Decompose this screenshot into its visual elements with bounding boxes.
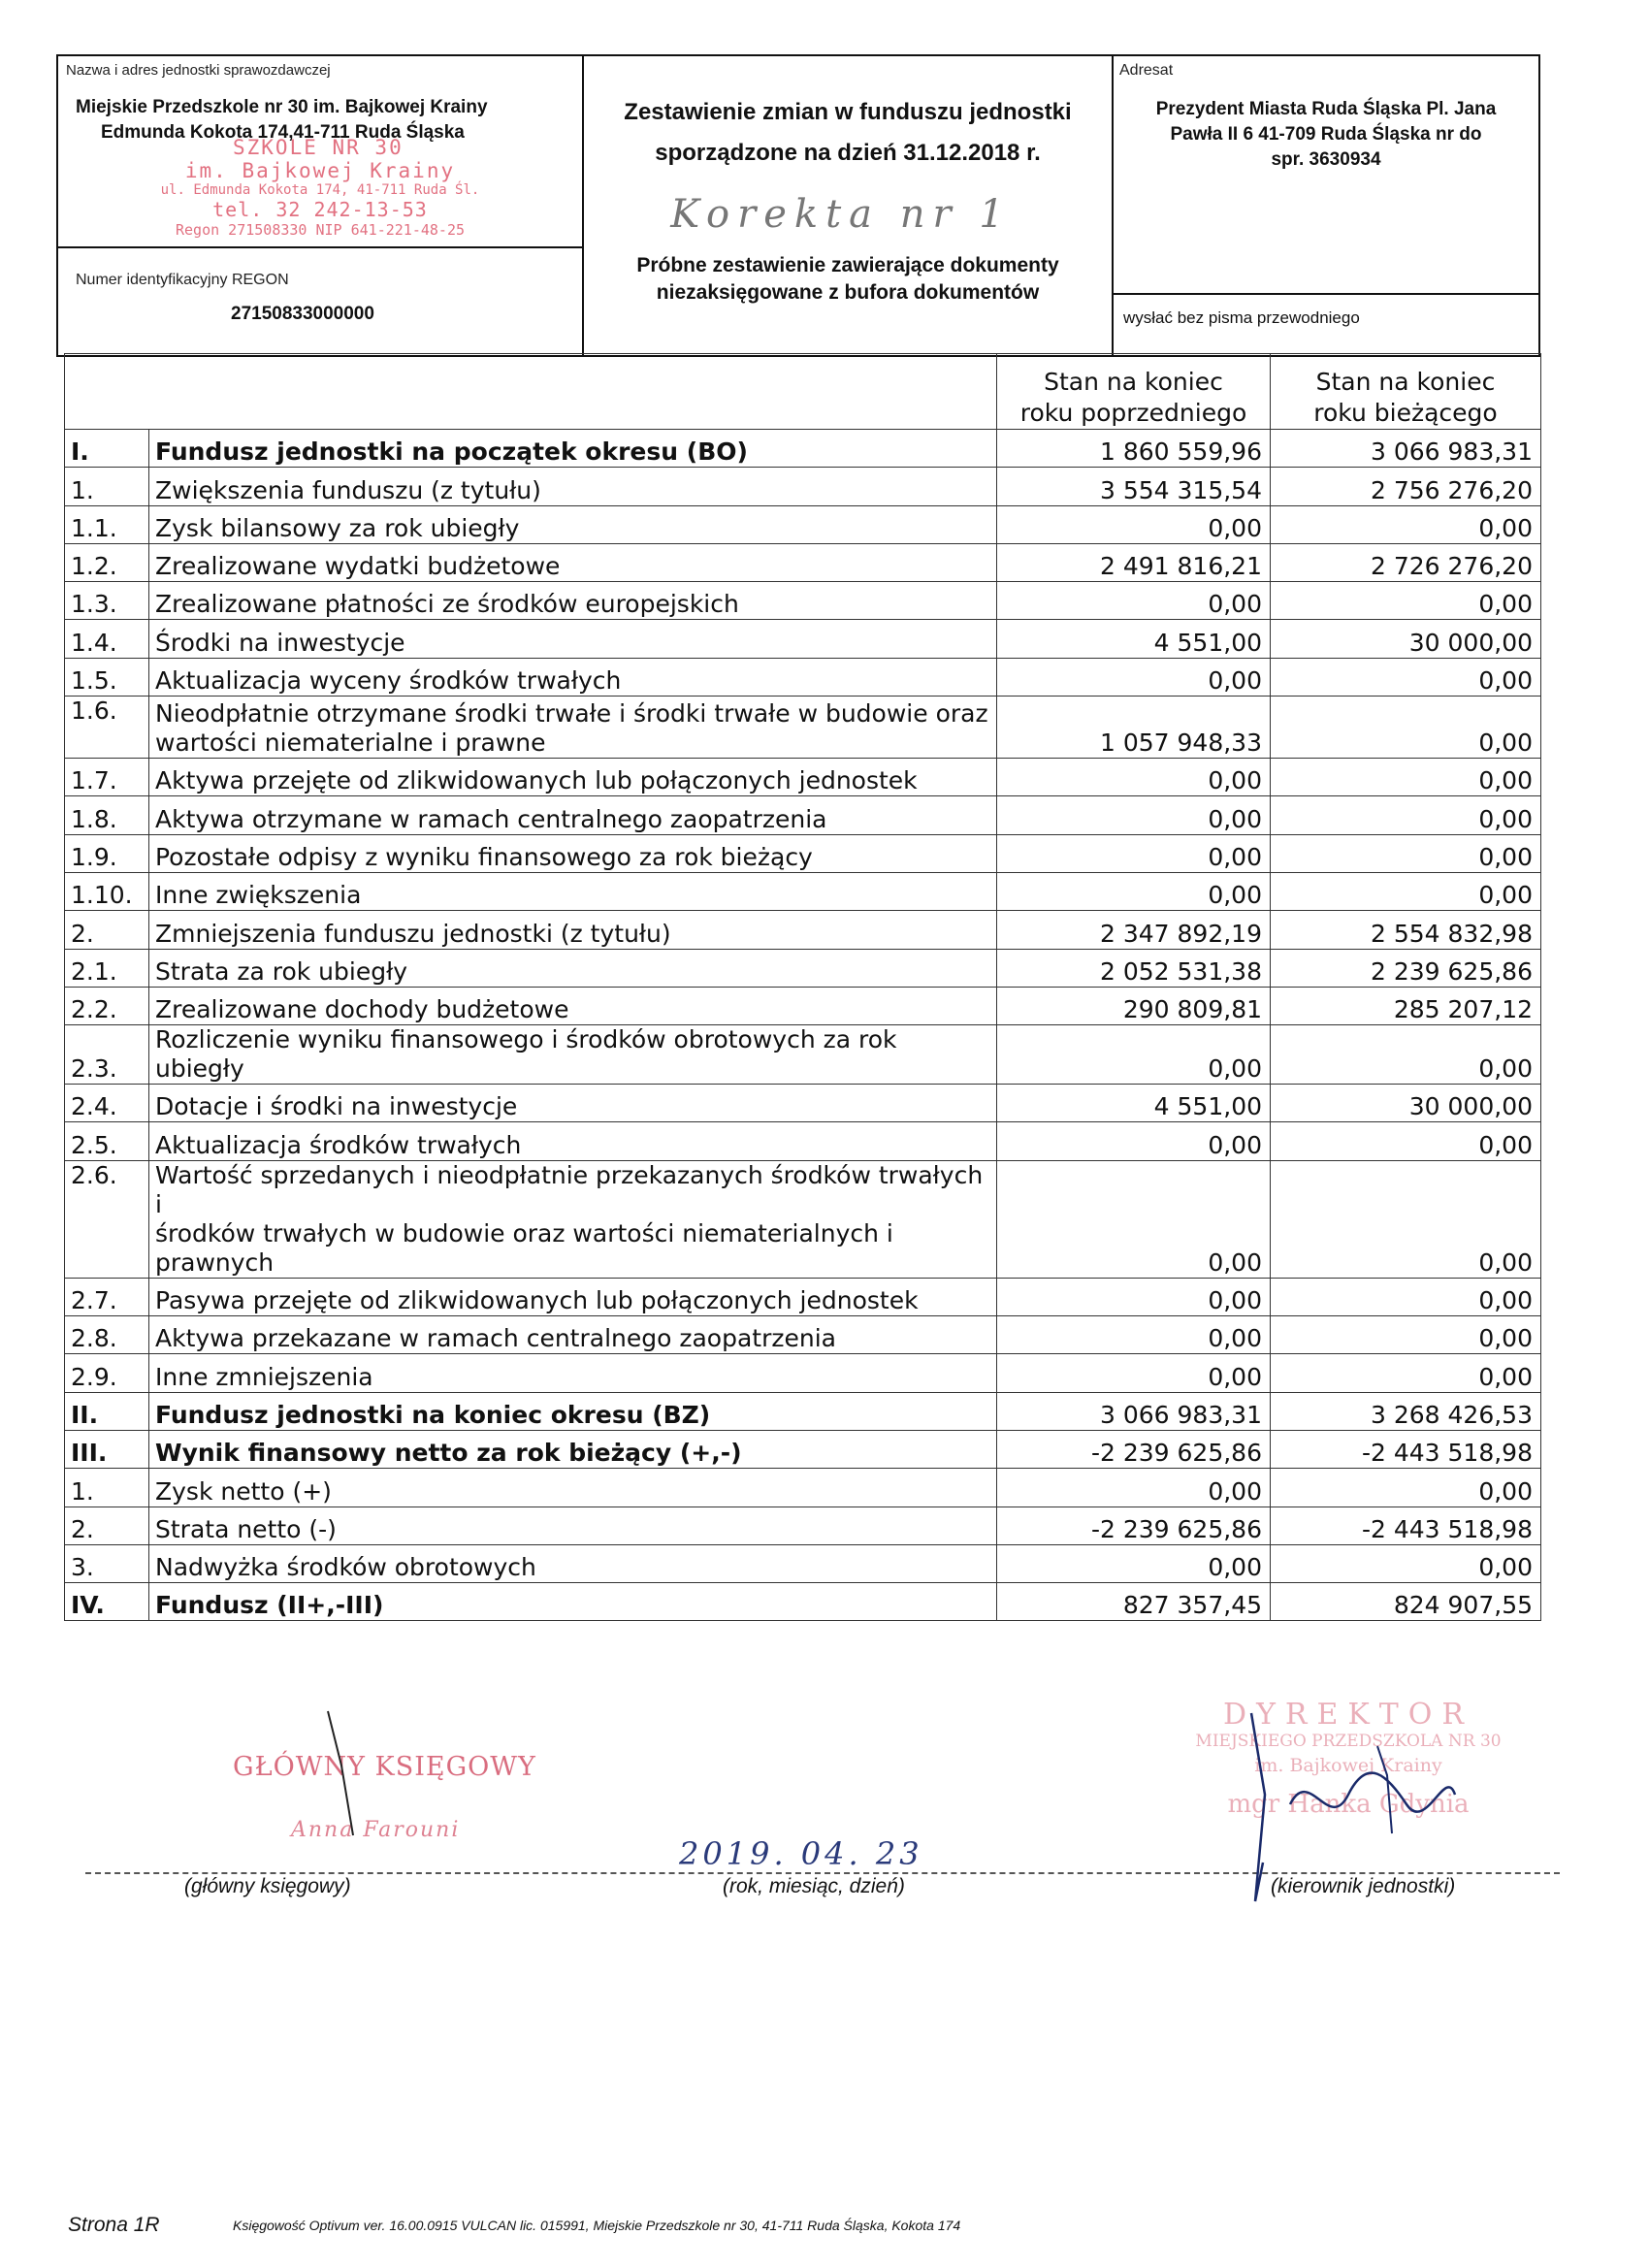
column-header-prev [997,354,1271,430]
row-label [149,582,997,620]
addressee-box [1112,54,1540,357]
table-row [65,1316,1541,1354]
row-index: 1.7. [65,759,149,796]
row-label [149,1583,997,1621]
value-previous-year: 0,00 [997,1354,1271,1392]
row-index: 2.3. [65,1025,149,1085]
row-label-line: Wartość sprzedanych i nieodpłatnie przekazanych środków trwałych i [155,1160,984,1218]
value-current-year: 0,00 [1271,1025,1541,1085]
row-index: I. [65,430,149,468]
row-index: IV. [65,1583,149,1621]
row-index: 3. [65,1544,149,1582]
row-index: 1.5. [65,658,149,696]
table-row [65,987,1541,1024]
row-label-line: Pozostałe odpisy z wyniku finansowego za rok bieżący [155,842,813,871]
fund-table-body [65,354,1541,1621]
value-current-year: 0,00 [1271,834,1541,872]
value-current-year: 0,00 [1271,1469,1541,1507]
regon-divider [58,246,582,248]
table-row [65,1392,1541,1430]
row-label-line: Zwiększenia funduszu (z tytułu) [155,475,541,504]
report-subtitle-2: niezaksięgowane z bufora dokumentów [656,281,1040,304]
row-label [149,697,997,759]
value-previous-year: -2 239 625,86 [997,1507,1271,1544]
table-row [65,796,1541,834]
value-current-year: 2 726 276,20 [1271,543,1541,581]
row-label-line: Fundusz (II+,-III) [155,1591,384,1620]
row-index: 2. [65,911,149,949]
value-current-year: 3 268 426,53 [1271,1392,1541,1430]
value-current-year: 2 239 625,86 [1271,949,1541,987]
row-index: 1.6. [65,697,149,759]
row-index: 1.8. [65,796,149,834]
row-label [149,872,997,910]
row-index: 2.1. [65,949,149,987]
addressee-line: Prezydent Miasta Ruda Śląska Pl. Jana [1155,99,1497,119]
reporting-unit-box [56,54,584,357]
director-label: (kierownik jednostki) [1271,1875,1456,1897]
value-previous-year: 3 554 315,54 [997,468,1271,505]
director-stamp-title: DYREKTOR [1223,1698,1473,1732]
row-label [149,505,997,543]
value-current-year: 0,00 [1271,1544,1541,1582]
stamp-line: im. Bajkowej Krainy [184,159,456,182]
row-label-line: Środki na inwestycje [155,628,405,657]
row-label [149,1122,997,1160]
value-previous-year: 0,00 [997,505,1271,543]
row-label-line: Wynik finansowy netto za rok bieżący (+,-) [155,1439,742,1468]
table-row [65,834,1541,872]
value-current-year: 0,00 [1271,759,1541,796]
value-previous-year: 0,00 [997,582,1271,620]
row-label [149,658,997,696]
row-index: II. [65,1392,149,1430]
row-index: 2.4. [65,1085,149,1122]
row-label [149,759,997,796]
value-current-year: 0,00 [1271,697,1541,759]
addressee-line: spr. 3630934 [1271,149,1381,170]
row-index: 1.1. [65,505,149,543]
value-previous-year: 0,00 [997,1316,1271,1354]
table-header-row [65,354,1541,430]
table-row [65,1430,1541,1468]
row-label [149,796,997,834]
row-label-line: prawnych [155,1247,275,1277]
value-current-year: 0,00 [1271,658,1541,696]
value-current-year: 30 000,00 [1271,620,1541,658]
row-label-line: Zrealizowane wydatki budżetowe [155,552,561,581]
row-label [149,468,997,505]
table-row [65,468,1541,505]
row-label [149,834,997,872]
director-stamp-line: im. Bajkowej Krainy [1254,1755,1442,1776]
value-previous-year: 0,00 [997,1122,1271,1160]
row-index: 1. [65,468,149,505]
value-previous-year: 1 057 948,33 [997,697,1271,759]
row-index: 2.5. [65,1122,149,1160]
value-current-year: 824 907,55 [1271,1583,1541,1621]
unit-label: Nazwa i adres jednostki sprawozdawczej [66,62,331,79]
report-title: Zestawienie zmian w funduszu jednostki [624,99,1072,125]
page-number: Strona 1R [68,2214,160,2236]
value-current-year: 3 066 983,31 [1271,430,1541,468]
column-header-text: roku poprzedniego [1019,399,1247,427]
value-previous-year: 0,00 [997,1025,1271,1085]
row-label-line: Pasywa przejęte od zlikwidowanych lub połączonych jednostek [155,1286,919,1315]
row-label [149,1160,997,1278]
row-index: 2.8. [65,1316,149,1354]
send-divider [1114,293,1538,295]
addressee-line: Pawła II 6 41-709 Ruda Śląska nr do [1170,124,1482,145]
row-label [149,1392,997,1430]
value-current-year: 0,00 [1271,1278,1541,1315]
row-label-line: Strata netto (-) [155,1514,337,1543]
table-row [65,759,1541,796]
value-previous-year: 0,00 [997,1160,1271,1278]
row-label-line: Fundusz jednostki na początek okresu (BO) [155,437,748,467]
table-row [65,911,1541,949]
row-label-line: Nieodpłatnie otrzymane środki trwałe i środki trwałe w budowie oraz [155,699,988,729]
value-previous-year: 0,00 [997,834,1271,872]
date-label: (rok, miesiąc, dzień) [723,1875,905,1897]
row-label [149,911,997,949]
row-label [149,1025,997,1085]
value-previous-year: 827 357,45 [997,1583,1271,1621]
value-previous-year: 0,00 [997,1544,1271,1582]
value-current-year: 2 756 276,20 [1271,468,1541,505]
value-current-year: 285 207,12 [1271,987,1541,1024]
value-current-year: 0,00 [1271,505,1541,543]
row-label-line: Aktywa otrzymane w ramach centralnego zaopatrzenia [155,804,827,833]
director-stamp-line: MIEJSKIEGO PRZEDSZKOLA NR 30 [1195,1732,1502,1751]
value-previous-year: 0,00 [997,872,1271,910]
row-label-line: Aktualizacja wyceny środków trwałych [155,666,622,696]
table-row [65,1160,1541,1278]
stamp-line: tel. 32 242-13-53 [212,198,428,221]
row-label-line: Aktywa przejęte od zlikwidowanych lub połączonych jednostek [155,766,918,795]
table-row [65,1025,1541,1085]
table-row [65,1354,1541,1392]
title-box [582,54,1114,357]
row-label-line: Dotacje i środki na inwestycje [155,1092,518,1121]
row-index: III. [65,1430,149,1468]
value-current-year: 0,00 [1271,1160,1541,1278]
table-row [65,1085,1541,1122]
row-label-line: Aktualizacja środków trwałych [155,1130,522,1159]
chief-accountant-stamp: GŁÓWNY KSIĘGOWY [233,1752,536,1782]
value-current-year: 0,00 [1271,582,1541,620]
row-label-line: Zmniejszenia funduszu jednostki (z tytułu) [155,919,671,948]
report-subtitle-1: Próbne zestawienie zawierające dokumenty [636,254,1059,276]
row-label-line: Inne zmniejszenia [155,1362,373,1391]
row-label-line: Zysk bilansowy za rok ubiegły [155,513,520,542]
row-index: 2.2. [65,987,149,1024]
column-header-text: roku bieżącego [1313,399,1498,427]
row-index: 1.4. [65,620,149,658]
table-row [65,505,1541,543]
correction-note: Korekta nr 1 [670,192,1012,237]
row-index: 2.6. [65,1160,149,1278]
fund-changes-table [64,353,1541,1621]
value-previous-year: 0,00 [997,658,1271,696]
value-previous-year: 2 491 816,21 [997,543,1271,581]
row-label [149,1469,997,1507]
column-header-text: Stan na koniec [1044,368,1223,396]
value-current-year: 30 000,00 [1271,1085,1541,1122]
row-index: 1.9. [65,834,149,872]
row-index: 1.2. [65,543,149,581]
regon-number: 27150833000000 [231,304,374,324]
table-row [65,1544,1541,1582]
row-label-line: Inne zwiększenia [155,881,362,910]
value-previous-year: 4 551,00 [997,620,1271,658]
row-label-line: Strata za rok ubiegły [155,956,407,986]
signature-date: 2019. 04. 23 [679,1835,923,1872]
row-label-line: wartości niematerialne i prawne [155,729,546,758]
accountant-signature [320,1707,378,1843]
table-row [65,1583,1541,1621]
table-row [65,1278,1541,1315]
value-current-year: -2 443 518,98 [1271,1507,1541,1544]
table-row [65,582,1541,620]
report-date: sporządzone na dzień 31.12.2018 r. [655,140,1041,166]
row-label-line: Rozliczenie wyniku finansowego i środków obrotowych za rok ubiegły [155,1025,897,1084]
row-index: 2.9. [65,1354,149,1392]
table-row [65,949,1541,987]
stamp-line: SZKOLE NR 30 [233,136,404,159]
row-label [149,1354,997,1392]
row-label [149,1316,997,1354]
table-row [65,430,1541,468]
row-label-line: Aktywa przekazane w ramach centralnego zaopatrzenia [155,1324,836,1353]
row-index: 1.3. [65,582,149,620]
row-label [149,1278,997,1315]
column-header-curr [1271,354,1541,430]
value-current-year: 0,00 [1271,1316,1541,1354]
stamp-line: Regon 271508330 NIP 641-221-48-25 [175,221,465,239]
unit-stamp [78,136,563,239]
regon-label: Numer identyfikacyjny REGON [76,272,289,288]
row-label [149,430,997,468]
row-label [149,1085,997,1122]
row-label-line: środków trwałych w budowie oraz wartości niematerialnych i [155,1218,893,1247]
table-row [65,620,1541,658]
value-current-year: 2 554 832,98 [1271,911,1541,949]
row-label-line: Zrealizowane płatności ze środków europejskich [155,590,739,619]
row-label-line: Zrealizowane dochody budżetowe [155,995,569,1024]
unit-address: Edmunda Kokota 174,41-711 Ruda Śląska [101,122,465,143]
row-index: 2.7. [65,1278,149,1315]
table-row [65,697,1541,759]
value-previous-year: 0,00 [997,1278,1271,1315]
table-row [65,658,1541,696]
row-label [149,1430,997,1468]
table-row [65,1507,1541,1544]
row-index: 2. [65,1507,149,1544]
column-header-text: Stan na koniec [1315,368,1496,396]
table-row [65,872,1541,910]
header-blank-cell [65,354,997,430]
value-previous-year: 3 066 983,31 [997,1392,1271,1430]
value-previous-year: 290 809,81 [997,987,1271,1024]
row-label [149,1544,997,1582]
chief-accountant-label: (główny księgowy) [184,1875,351,1897]
chief-accountant-name: Anna Farouni [291,1818,461,1842]
value-current-year: 0,00 [1271,1354,1541,1392]
value-previous-year: 1 860 559,96 [997,430,1271,468]
unit-name: Miejskie Przedszkole nr 30 im. Bajkowej Krainy [76,97,488,117]
table-row [65,1122,1541,1160]
table-row [65,543,1541,581]
value-current-year: 0,00 [1271,796,1541,834]
row-label-line: Fundusz jednostki na koniec okresu (BZ) [155,1400,711,1429]
row-label-line: Nadwyżka środków obrotowych [155,1553,536,1582]
value-current-year: 0,00 [1271,872,1541,910]
row-label [149,1507,997,1544]
value-previous-year: 0,00 [997,759,1271,796]
value-previous-year: 2 052 531,38 [997,949,1271,987]
value-previous-year: 0,00 [997,1469,1271,1507]
row-label [149,620,997,658]
software-credit: Księgowość Optivum ver. 16.00.0915 VULCAN lic. 015991, Miejskie Przedszkole nr 30, 41-711 Ruda Śląska, Kokota 174 [233,2218,961,2233]
addressee-label: Adresat [1119,62,1174,79]
value-previous-year: 0,00 [997,796,1271,834]
value-current-year: -2 443 518,98 [1271,1430,1541,1468]
value-current-year: 0,00 [1271,1122,1541,1160]
row-label [149,949,997,987]
table-row [65,1469,1541,1507]
value-previous-year: 4 551,00 [997,1085,1271,1122]
send-note: wysłać bez pisma przewodniego [1123,308,1360,327]
value-previous-year: 2 347 892,19 [997,911,1271,949]
value-previous-year: -2 239 625,86 [997,1430,1271,1468]
director-stamp-name: mgr Hanka Gdynia [1227,1790,1470,1819]
stamp-line: ul. Edmunda Kokota 174, 41-711 Ruda Śl. [160,182,480,198]
row-label [149,543,997,581]
row-label-line: Zysk netto (+) [155,1476,332,1506]
row-label [149,987,997,1024]
row-index: 1.10. [65,872,149,910]
row-index: 1. [65,1469,149,1507]
